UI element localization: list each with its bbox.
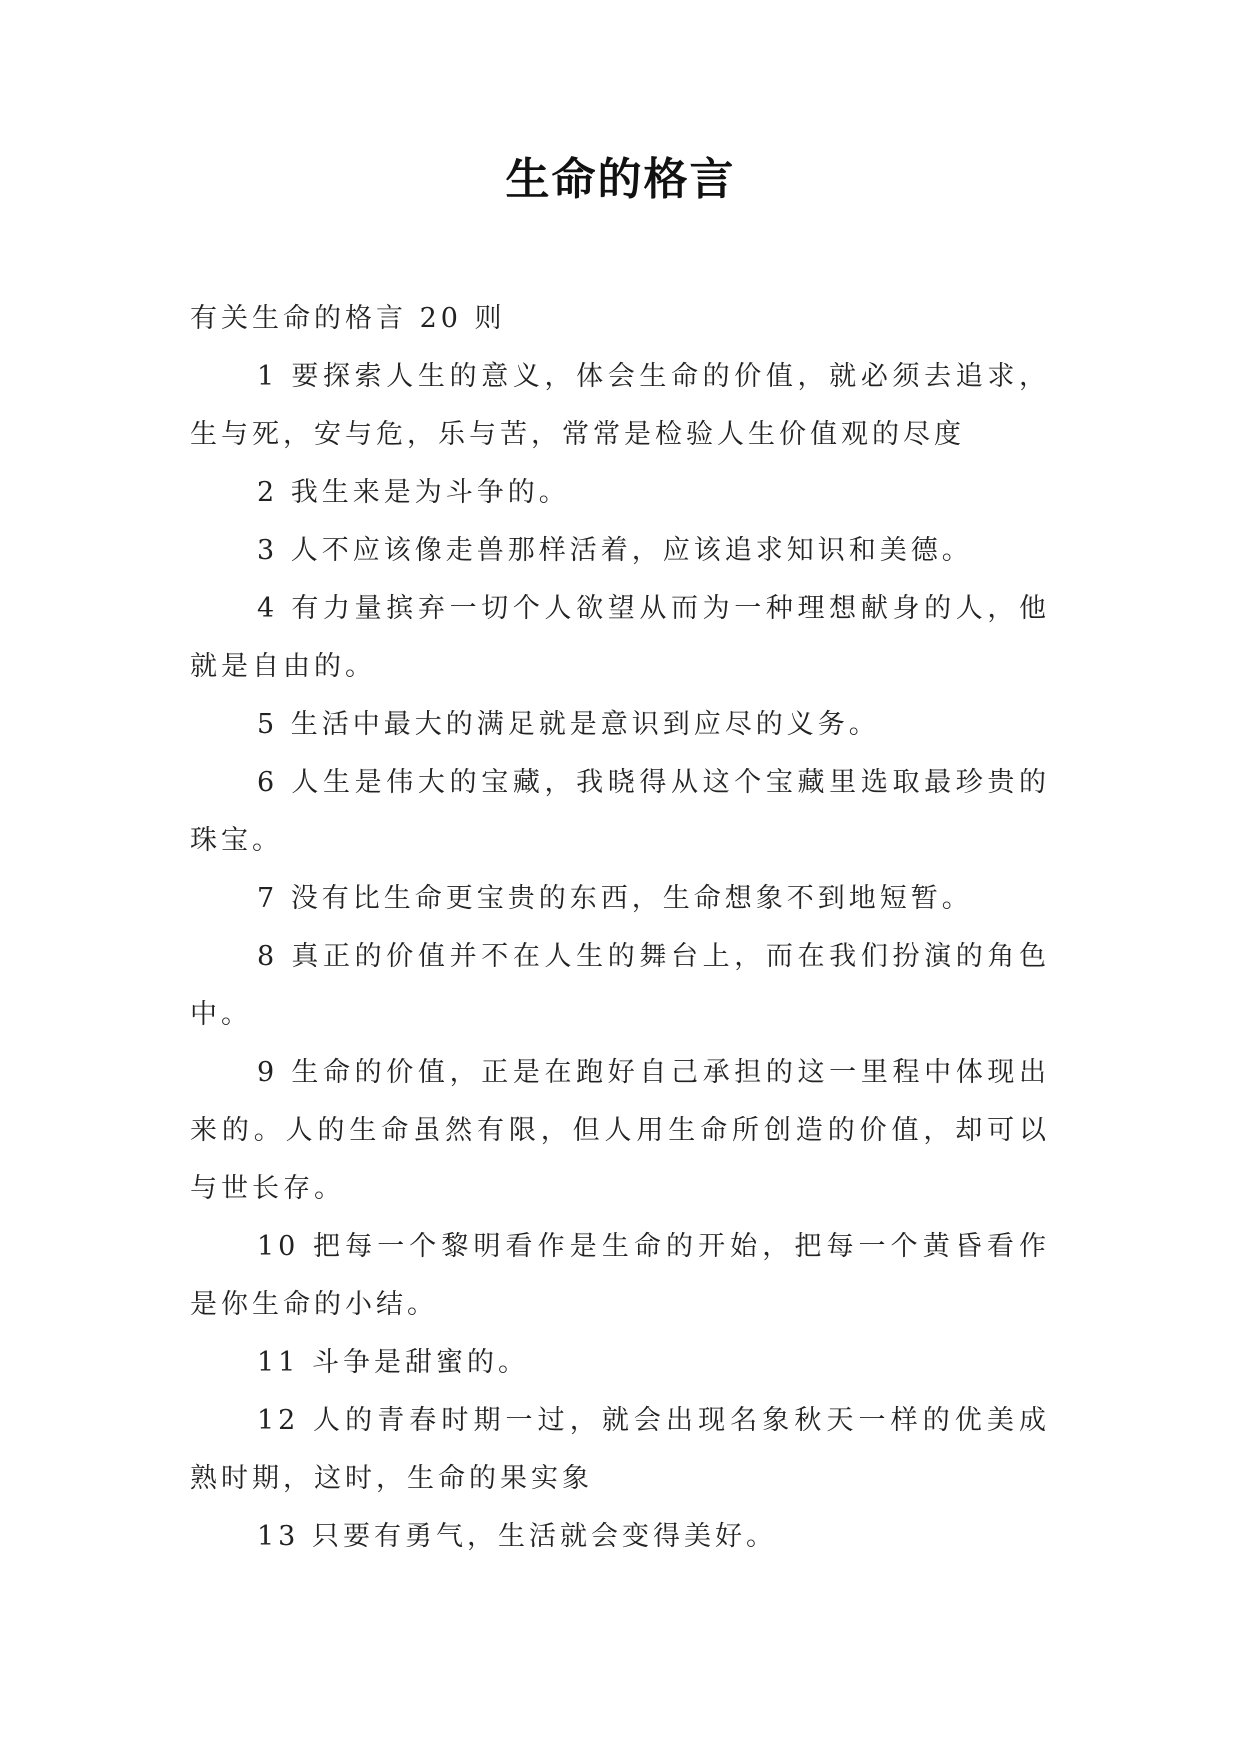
intro-line: 有关生命的格言 20 则: [190, 303, 506, 334]
quote-item: 11 斗争是甜蜜的。: [257, 1347, 529, 1378]
quote-item: 5 生活中最大的满足就是意识到应尽的义务。: [257, 709, 880, 740]
quote-item: 6 人生是伟大的宝藏，我晓得从这个宝藏里选取最珍贵的珠宝。: [190, 767, 1050, 856]
quote-item: 2 我生来是为斗争的。: [257, 477, 570, 508]
quote-item: 1 要探索人生的意义，体会生命的价值，就必须去追求，生与死，安与危，乐与苦，常常是检验人生价值观的尽度: [190, 361, 1050, 450]
document-body: [190, 290, 1050, 1566]
quote-item: 10 把每一个黎明看作是生命的开始，把每一个黄昏看作是你生命的小结。: [190, 1231, 1050, 1320]
quote-item: 12 人的青春时期一过，就会出现名象秋天一样的优美成熟时期，这时，生命的果实象: [190, 1405, 1050, 1494]
quote-item: 8 真正的价值并不在人生的舞台上，而在我们扮演的角色中。: [190, 941, 1050, 1030]
quote-item: 3 人不应该像走兽那样活着，应该追求知识和美德。: [257, 535, 973, 566]
quote-item: 4 有力量摈弃一切个人欲望从而为一种理想献身的人，他就是自由的。: [190, 593, 1050, 682]
quote-item: 13 只要有勇气，生活就会变得美好。: [257, 1521, 777, 1552]
quote-item: 9 生命的价值，正是在跑好自己承担的这一里程中体现出来的。人的生命虽然有限，但人用生命所创造的价值，却可以与世长存。: [190, 1057, 1050, 1204]
document-title: 生命的格言: [505, 154, 736, 205]
quote-item: 7 没有比生命更宝贵的东西，生命想象不到地短暂。: [257, 883, 973, 914]
